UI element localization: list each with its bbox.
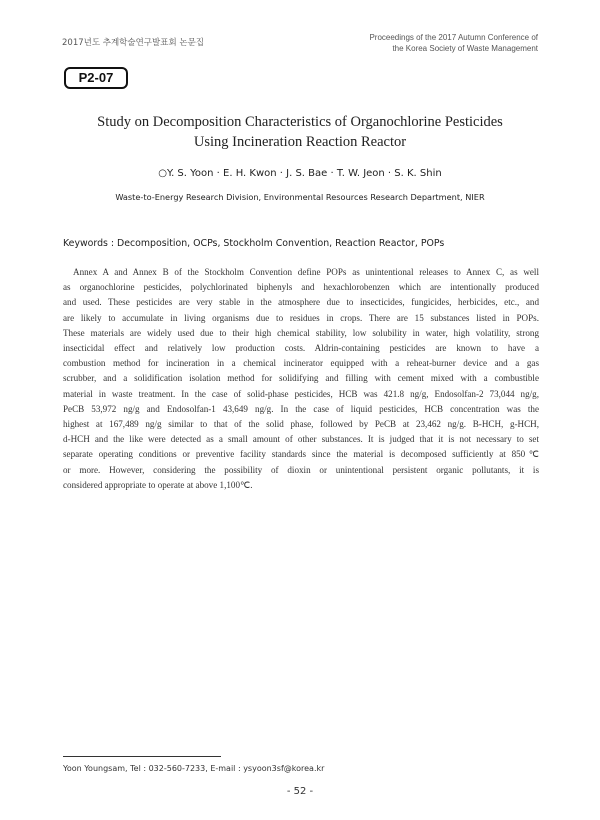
paper-title — [40, 112, 560, 152]
abstract-line: d-HCH and the like were detected as a small amount of other substances. It is judged that it is not necessary to set — [63, 434, 539, 445]
page-number: - 52 - — [286, 786, 314, 797]
footnote-divider — [63, 756, 221, 757]
title-line-1: Study on Decomposition Characteristics of Organochlorine Pesticides — [97, 114, 503, 130]
abstract-line: are likely to accumulate in living organisms due to residues in crops. There are 15 substances listed in POPs. — [63, 312, 539, 323]
header-right-line-1: Proceedings of the 2017 Autumn Conference of — [369, 33, 538, 42]
abstract-line: These materials are widely used due to their high chemical stability, low solubility in water, high volatility, strong — [63, 327, 539, 338]
abstract-line: material in waste treatment. In the case of solid-phase pesticides, HCB was 421.8 ng/g, Endosolfan-2 73,044 ng/g, — [63, 388, 539, 399]
abstract-line: insecticidal effect and relatively low production costs. Aldrin-containing pesticides are known to have a — [63, 343, 539, 354]
abstract-line: separate operating conditions or preventive facility standards since the material is decomposed sufficiently at 850℃ — [63, 449, 539, 460]
abstract-line: highest at 167,489 ng/g similar to that of the solid phase, followed by PeCB at 23,462 ng/g. B-HCH, g-HCH, — [63, 419, 539, 430]
corresponding-author-footnote: Yoon Youngsam, Tel : 032-560-7233, E-mail : ysyoon3sf@korea.kr — [63, 764, 325, 773]
abstract-body — [63, 265, 539, 493]
abstract-line: PeCB 53,972 ng/g and Endosolfan-1 43,649 ng/g. In the case of liquid pesticides, HCB concentration was the — [63, 403, 539, 414]
running-header-right — [369, 32, 538, 54]
title-line-2: Using Incineration Reaction Reactor — [193, 134, 407, 150]
abstract-line: considered appropriate to operate at above 1,100℃. — [63, 479, 253, 490]
paper-code-badge: P2-07 — [64, 67, 128, 89]
abstract-line: scrubber, and a solidification isolation method for solidifying and filling with cement mixed with a combustible — [63, 373, 539, 384]
abstract-line: and used. These pesticides are very stable in the atmosphere due to insecticides, fungicides, herbicides, etc., and — [63, 297, 539, 308]
running-header-left: 2017년도 추계학술연구발표회 논문집 — [62, 38, 204, 48]
affiliation: Waste-to-Energy Research Division, Environmental Resources Research Department, NIER — [115, 192, 485, 202]
abstract-line: combustion method for incineration in a chemical incinerator equipped with a reheat-burner device and a gas — [63, 358, 539, 369]
abstract-line: or more. However, considering the possibility of dioxin or unintentional persistent organic pollutants, it is — [63, 464, 539, 475]
abstract-line: Annex A and Annex B of the Stockholm Convention define POPs as unintentional releases to Annex C, as well — [73, 267, 539, 277]
author-list: ○Y. S. Yoon · E. H. Kwon · J. S. Bae · T. W. Jeon · S. K. Shin — [158, 168, 442, 179]
keywords: Keywords : Decomposition, OCPs, Stockholm Convention, Reaction Reactor, POPs — [63, 238, 445, 249]
abstract-line: as organochlorine pesticides, polychlorinated biphenyls and hexachlorobenzen which are intentionally produced — [63, 282, 539, 293]
header-right-line-2: the Korea Society of Waste Management — [392, 44, 538, 53]
